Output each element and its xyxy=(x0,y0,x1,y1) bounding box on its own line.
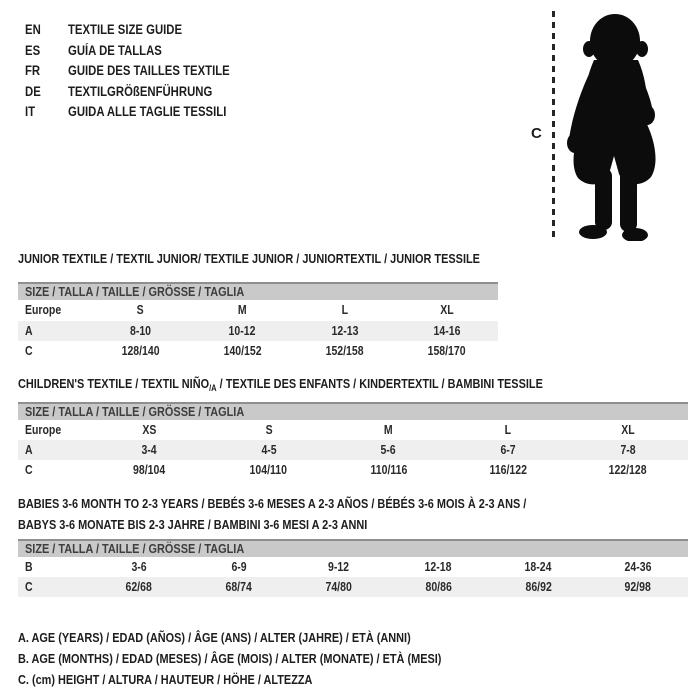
size-cell xyxy=(568,443,688,457)
baby-silhouette-icon xyxy=(558,8,673,241)
children-row-height xyxy=(18,460,688,480)
language-code-text: ES xyxy=(25,42,41,58)
size-cell xyxy=(191,324,293,338)
size-cell-text: 3-4 xyxy=(141,443,157,457)
babies-size-header-bar xyxy=(18,539,688,557)
size-header-text: SIZE / TALLA / TAILLE / GRÖSSE / TAGLIA xyxy=(25,284,245,299)
size-cell xyxy=(329,443,449,457)
size-cell-text: 9-12 xyxy=(328,560,350,574)
size-cell-text: S xyxy=(136,303,144,318)
size-cell-text: 86/92 xyxy=(525,580,552,594)
junior-section-title xyxy=(18,251,568,266)
size-cell-text: 158/170 xyxy=(427,344,466,359)
language-code xyxy=(25,61,68,82)
size-cell-text: M xyxy=(384,423,393,437)
language-label: GUIDE DES TAILLES TEXTILE xyxy=(68,63,230,78)
row-label-text: C xyxy=(25,344,33,359)
row-label-text: C xyxy=(25,580,33,594)
children-section-title-text xyxy=(18,376,543,396)
babies-row-height xyxy=(18,577,688,597)
size-cell-text: L xyxy=(505,423,512,437)
children-title-suffix: / TEXTILE DES ENFANTS / KINDERTEXTIL / BAMBINI TESSILE xyxy=(216,376,543,391)
legend-row-text: C. (cm) HEIGHT / ALTURA / HAUTEUR / HÖHE / ALTEZZA xyxy=(18,672,313,687)
size-cell xyxy=(294,344,396,358)
size-cell xyxy=(294,303,396,317)
row-label-text: Europe xyxy=(25,423,62,437)
language-code xyxy=(25,102,68,123)
size-cell-text: 4-5 xyxy=(261,443,277,457)
size-cell-text: 92/98 xyxy=(624,580,652,594)
size-cell-text: 128/140 xyxy=(121,344,160,359)
legend-row-age-years xyxy=(18,627,522,648)
size-cell-text: XL xyxy=(621,423,635,437)
children-row-age xyxy=(18,440,688,460)
legend-row-height-cm xyxy=(18,669,522,690)
size-cell-text: 24-36 xyxy=(624,560,652,574)
size-cell xyxy=(448,463,568,477)
language-code-text: FR xyxy=(25,63,41,78)
junior-row-height xyxy=(18,341,498,362)
children-size-header-bar xyxy=(18,402,688,420)
size-cell-text: 74/80 xyxy=(325,580,352,594)
row-label-text: A xyxy=(25,443,33,457)
junior-row-age xyxy=(18,321,498,342)
language-code-text: DE xyxy=(25,83,41,99)
size-cell xyxy=(189,580,289,594)
size-cell xyxy=(89,303,191,317)
size-cell xyxy=(388,560,488,574)
size-cell-text: XL xyxy=(440,303,454,318)
babies-row-months xyxy=(18,557,688,577)
size-cell xyxy=(89,324,191,338)
size-cell xyxy=(488,560,588,574)
size-header-text: SIZE / TALLA / TAILLE / GRÖSSE / TAGLIA xyxy=(25,404,245,419)
size-cell xyxy=(209,443,329,457)
size-cell xyxy=(209,463,329,477)
size-cell xyxy=(568,463,688,477)
row-label xyxy=(18,443,89,457)
size-cell-text: 14-16 xyxy=(433,323,461,338)
size-header-text: SIZE / TALLA / TAILLE / GRÖSSE / TAGLIA xyxy=(25,541,245,556)
children-size-table xyxy=(18,402,688,480)
size-cell xyxy=(329,423,449,437)
size-cell-text: 116/122 xyxy=(489,463,527,477)
language-label: GUÍA DE TALLAS xyxy=(68,42,162,58)
babies-section-title-line1: BABIES 3-6 MONTH TO 2-3 YEARS / BEBÉS 3-6 MESES A 2-3 AÑOS / BÉBÉS 3-6 MOIS À 2-3 ANS / xyxy=(18,496,527,511)
babies-section-title xyxy=(18,494,623,535)
size-cell-text: 80/86 xyxy=(425,580,452,594)
language-code xyxy=(25,20,68,41)
size-cell xyxy=(448,443,568,457)
babies-size-table xyxy=(18,539,688,597)
size-cell xyxy=(588,580,688,594)
language-label: TEXTILGRÖßENFÜHRUNG xyxy=(68,83,213,99)
size-cell-text: XS xyxy=(141,423,156,437)
children-title-prefix: CHILDREN'S TEXTILE / TEXTIL NIÑO xyxy=(18,376,210,391)
junior-row-europe xyxy=(18,300,498,321)
size-cell-text: 12-18 xyxy=(424,560,452,574)
legend-row-text: B. AGE (MONTHS) / EDAD (MESES) / ÂGE (MOIS) / ALTER (MONATE) / ETÀ (MESI) xyxy=(18,651,442,666)
size-cell xyxy=(209,423,329,437)
size-cell-text: L xyxy=(341,303,348,318)
size-cell-text: 7-8 xyxy=(620,443,636,457)
junior-size-table xyxy=(18,282,498,362)
size-cell-text: 140/152 xyxy=(223,344,262,359)
row-label xyxy=(18,303,89,317)
size-cell xyxy=(189,560,289,574)
language-row-it xyxy=(25,102,261,123)
size-cell-text: 68/74 xyxy=(225,580,252,594)
row-label-text: C xyxy=(25,463,33,477)
size-cell xyxy=(191,344,293,358)
size-cell xyxy=(396,344,498,358)
babies-section-title-line2: BABYS 3-6 MONATE BIS 2-3 JAHRE / BAMBINI 3-6 MESI A 2-3 ANNI xyxy=(18,516,368,532)
size-cell-text: 152/158 xyxy=(325,344,364,359)
size-cell-text: M xyxy=(237,303,247,318)
size-cell xyxy=(294,324,396,338)
size-cell xyxy=(488,580,588,594)
size-cell-text: 104/110 xyxy=(249,463,288,477)
size-cell xyxy=(289,580,389,594)
language-code-text: EN xyxy=(25,22,41,37)
legend-row-age-months xyxy=(18,648,522,669)
legend-row-text: A. AGE (YEARS) / EDAD (AÑOS) / ÂGE (ANS) / ALTER (JAHRE) / ETÀ (ANNI) xyxy=(18,630,411,645)
size-cell xyxy=(89,580,189,594)
size-cell-text: 5-6 xyxy=(380,443,397,457)
size-cell xyxy=(396,324,498,338)
row-label-text: Europe xyxy=(25,303,62,318)
language-label: GUIDA ALLE TAGLIE TESSILI xyxy=(68,104,227,119)
size-cell-text: 12-13 xyxy=(331,323,359,338)
size-cell xyxy=(89,463,209,477)
language-row-fr xyxy=(25,61,261,82)
language-row-es xyxy=(25,41,261,62)
row-label-text: B xyxy=(25,560,33,574)
size-cell-text: 8-10 xyxy=(129,323,151,338)
size-cell xyxy=(89,560,189,574)
size-cell xyxy=(388,580,488,594)
size-cell-text: 98/104 xyxy=(132,463,165,477)
language-label: TEXTILE SIZE GUIDE xyxy=(68,22,183,37)
row-label xyxy=(18,423,89,437)
size-cell-text: 10-12 xyxy=(228,323,256,338)
row-label xyxy=(18,463,89,477)
size-cell xyxy=(89,423,209,437)
row-label xyxy=(18,344,89,358)
size-cell-text: 110/116 xyxy=(370,463,407,477)
size-cell xyxy=(588,560,688,574)
size-cell-text: 6-9 xyxy=(231,560,247,574)
size-cell-text: 122/128 xyxy=(609,463,648,477)
language-code-text: IT xyxy=(25,104,36,119)
row-label xyxy=(18,580,89,594)
row-label xyxy=(18,560,89,574)
language-code xyxy=(25,41,68,62)
language-list xyxy=(25,20,261,123)
height-measure-label: C xyxy=(531,125,542,142)
size-cell xyxy=(89,344,191,358)
size-cell xyxy=(89,443,209,457)
size-cell xyxy=(396,303,498,317)
junior-section-title-text: JUNIOR TEXTILE / TEXTIL JUNIOR/ TEXTILE JUNIOR / JUNIORTEXTIL / JUNIOR TESSILE xyxy=(18,251,480,266)
children-title-subscript: /A xyxy=(209,383,217,393)
language-row-de xyxy=(25,82,261,103)
size-cell xyxy=(568,423,688,437)
size-cell-text: 18-24 xyxy=(524,560,552,574)
language-row-en xyxy=(25,20,261,41)
size-cell-text: 6-7 xyxy=(500,443,516,457)
size-cell xyxy=(329,463,449,477)
row-label xyxy=(18,324,89,338)
language-code xyxy=(25,82,68,103)
children-section-title xyxy=(18,376,643,396)
legend xyxy=(18,627,522,690)
children-row-europe xyxy=(18,420,688,440)
size-cell xyxy=(191,303,293,317)
height-dashed-line xyxy=(552,11,555,242)
junior-size-header-bar xyxy=(18,282,498,300)
size-cell xyxy=(289,560,389,574)
size-cell-text: 62/68 xyxy=(125,580,153,594)
row-label-text: A xyxy=(25,323,33,338)
size-cell-text: S xyxy=(265,423,273,437)
size-cell xyxy=(448,423,568,437)
size-cell-text: 3-6 xyxy=(131,560,147,574)
